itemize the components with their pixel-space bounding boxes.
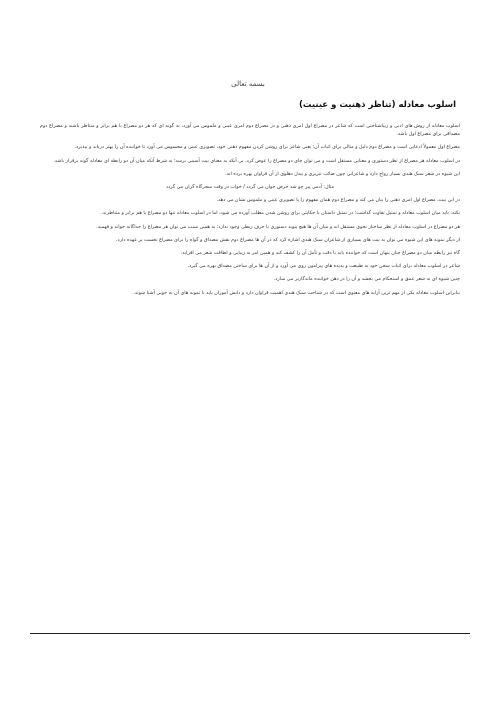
paragraph: در این بیت، مصراع اول امری ذهنی را بیان می کند و مصراع دوم همان مفهوم را با تصویری عینی و ملموس نشان می دهد.: [216, 198, 460, 204]
paragraph: گاه نیز رابطه میان دو مصراع چنان پنهان است که خواننده باید با دقت و تأمل آن را کشف کند و همین امر به زیبایی و لطافت شعر می افزاید.: [180, 251, 460, 257]
paragraph: شاعر در اسلوب معادله برای اثبات سخن خود به طبیعت و پدیده های پیرامون روی می آورد و از آن ها برای ساختن مصداق بهره می گیرد.: [187, 264, 460, 270]
document-body: [40, 123, 460, 303]
document-title: اسلوب معادله (تناظر ذهنیت و عینیت): [299, 100, 456, 110]
bismillah-header: بسمه تعالی: [231, 80, 265, 88]
footer-divider: [30, 633, 470, 634]
verse-example: مثال: آدمی پیر چو شد حرص جوان می گردد / خواب در وقت سحرگاه گران می گردد: [165, 185, 335, 191]
paragraph: چنین شیوه ای به شعر عمق و استحکام می بخشد و آن را در ذهن خواننده ماندگارتر می سازد.: [273, 277, 460, 283]
paragraph: نکته: باید میان اسلوب معادله و تمثیل تفاوت گذاشت؛ در تمثیل داستان یا حکایتی برای روشن شدن مطلب آورده می شود، اما در اسلوب معادله تنها دو مصراع با هم برابر و متناظرند.: [101, 211, 460, 217]
paragraph: این شیوه در شعر سبک هندی بسیار رواج دارد و شاعرانی چون صائب تبریزی و بیدل دهلوی از آن فراوان بهره برده اند.: [225, 171, 460, 177]
paragraph: اسلوب معادله از روش های ادبی و زیباشناختی است که شاعر در مصراع اول امری ذهنی و در مصراع دوم امری عینی و ملموس می آورد، به گونه ای که هر دو مصراع با هم برابر و متناظر باشند و مصراع دوم مصداقی برای مصراع اول باشد.: [40, 124, 460, 138]
paragraph: هر دو مصراع در اسلوب معادله از نظر ساختار نحوی مستقل اند و میان آن ها هیچ پیوند دستوری یا حرف ربطی وجود ندارد؛ به همین سبب می توان هر مصراع را جداگانه خواند و فهمید.: [96, 224, 460, 230]
paragraph: مصراع اول معمولاً ادعایی است و مصراع دوم دلیل و مثالی برای اثبات آن؛ یعنی شاعر برای روشن کردن مفهوم ذهنی خود، تصویری عینی و محسوس می آورد تا خواننده آن را بهتر دریابد و بپذیرد.: [74, 145, 460, 151]
paragraph: از دیگر نمونه های این شیوه می توان به بیت های بسیاری از شاعران سبک هندی اشاره کرد که در آن ها مصراع دوم نقش مصداق و گواه را برای مصراع نخست بر عهده دارد.: [116, 237, 460, 243]
paragraph: در اسلوب معادله هر مصراع از نظر دستوری و معنایی مستقل است و می توان جای دو مصراع را عوض کرد، بی آنکه به معنای بیت آسیبی برسد؛ به شرط آنکه میان آن دو رابطه ای معادله گونه برقرار باشد.: [53, 158, 460, 164]
paragraph: بنابراین اسلوب معادله یکی از مهم ترین آرایه های معنوی است که در شناخت سبک هندی اهمیت فراوان دارد و دانش آموزان باید با نمونه های آن به خوبی آشنا شوند.: [133, 290, 460, 296]
